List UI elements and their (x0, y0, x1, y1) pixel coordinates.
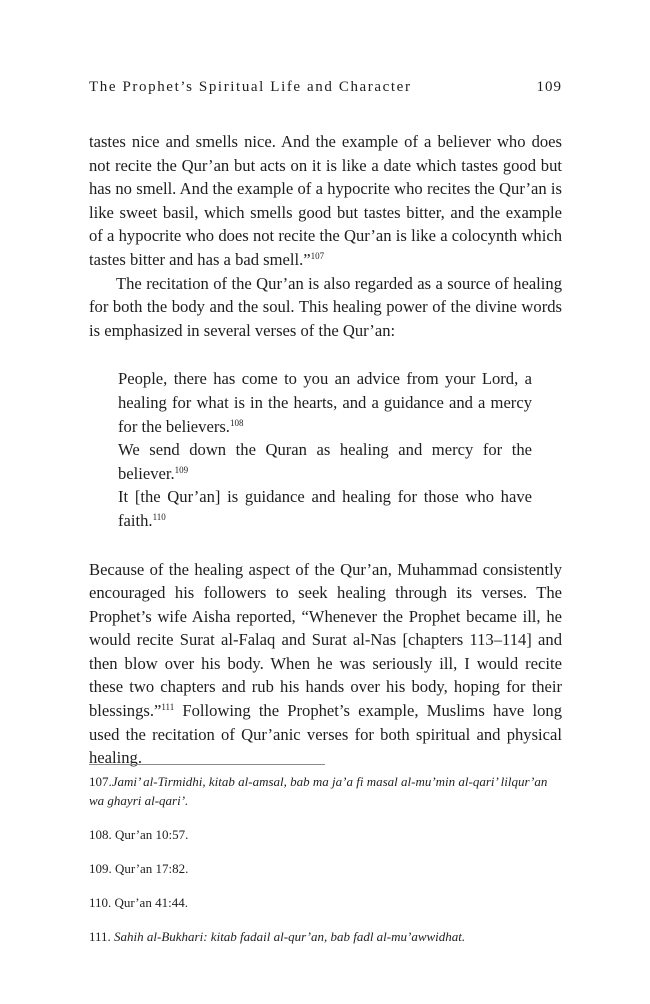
footnotes (89, 772, 562, 961)
footnote-109 (89, 859, 562, 878)
paragraph-text: Following the Prophet’s example, Muslims have long used the recitation of Qur’anic verses for both spiritual and physical healing. (89, 701, 562, 768)
running-head (89, 76, 562, 98)
paragraph (89, 558, 562, 770)
footnote-number: 109. (89, 861, 112, 876)
quote-line (118, 367, 532, 438)
running-title: The Prophet’s Spiritual Life and Character (89, 79, 412, 95)
page-number: 109 (536, 79, 562, 95)
footnote-ref: 107 (310, 250, 325, 261)
footnote-number: 110. (89, 895, 112, 910)
paragraph-text: Because of the healing aspect of the Qur’an, Muhammad consistently encouraged his followers to seek healing through its verses. The Prophet’s wife Aisha reported, “Whenever the Prophet became ill, he would recite Surat al-Falaq and Surat al-Nas [chapters 113–114] and then blow over his body. When he was seriously ill, I would recite these two chapters and rub his hands over his body, hoping for their blessings.” (89, 559, 562, 721)
footnote-ref: 109 (174, 464, 189, 475)
footnote-source: Sahih al-Bukhari: kitab fadail al-qur’an, bab fadl al-mu’awwidhat. (114, 929, 466, 944)
paragraph: The recitation of the Qur’an is also regarded as a source of healing for both the body and the soul. This healing power of the divine words is emphasized in several verses of the Qur’an: (89, 273, 562, 340)
quote-text: People, there has come to you an advice from your Lord, a healing for what is in the hearts, and a guidance and a mercy for the believers. (118, 369, 532, 436)
quote-text: It [the Qur’an] is guidance and healing for those who have faith. (118, 487, 532, 530)
main-text (89, 130, 562, 770)
footnote-source: Jami’ al-Tirmidhi, kitab al-amsal, bab ma ja’a fi masal al-mu’min al-qari’ lilqur’an wa ghayri al-qari’. (89, 774, 548, 808)
block-quote (118, 367, 532, 532)
quote-line (118, 485, 532, 532)
footnote-source: Qur’an 10:57. (115, 827, 189, 842)
paragraph (89, 130, 562, 272)
quote-text: We send down the Quran as healing and mercy for the believer. (118, 440, 532, 483)
footnote-number: 108. (89, 827, 112, 842)
footnote-110 (89, 893, 562, 912)
quote-line (118, 438, 532, 485)
footnote-source: Qur’an 41:44. (114, 895, 188, 910)
footnote-source: Qur’an 17:82. (115, 861, 189, 876)
footnote-108 (89, 825, 562, 844)
footnote-ref: 110 (152, 511, 166, 522)
footnote-number: 111. (89, 929, 111, 944)
footnote-111 (89, 927, 562, 946)
footnote-107 (89, 772, 562, 810)
footnote-ref: 108 (229, 417, 244, 428)
footnote-ref: 111 (161, 702, 175, 713)
paragraph-text: tastes nice and smells nice. And the example of a believer who does not recite the Qur’an but acts on it is like a date which tastes good but has no smell. And the example of a hypocrite who recites the Qur’an is like sweet basil, which smells good but tastes bitter, and the example of a hypocrite who does not recite the Qur’an is like a colocynth which tastes bitter and has a bad smell.” (89, 132, 562, 269)
footnote-divider (89, 764, 325, 765)
footnote-number: 107. (89, 774, 112, 789)
